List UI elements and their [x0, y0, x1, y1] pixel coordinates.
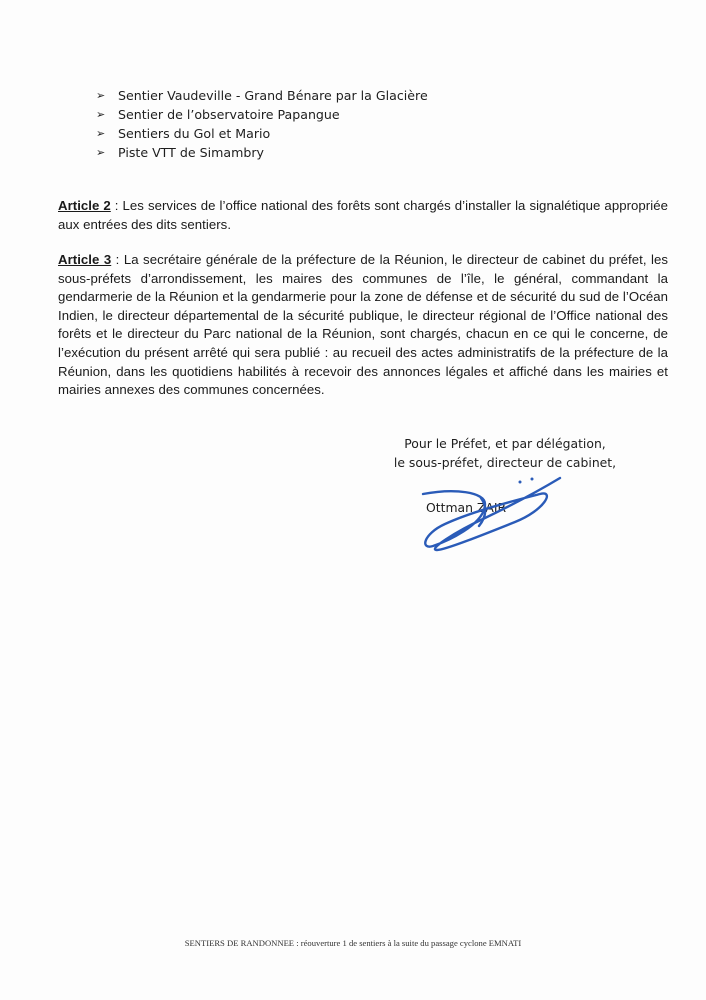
signature-dot — [531, 478, 534, 481]
arrow-bullet-icon: ➢ — [96, 108, 106, 121]
title-line: le sous-préfet, directeur de cabinet, — [393, 455, 617, 470]
article-2-paragraph — [58, 197, 668, 234]
signature-dot — [519, 481, 522, 484]
article-2-text: : Les services de l’office national des forêts sont chargés d’installer la signalétique appropriée aux entrées des dits sentiers. — [58, 198, 668, 232]
page-footer: SENTIERS DE RANDONNEE : réouverture 1 de sentiers à la suite du passage cyclone EMNATI — [184, 938, 522, 948]
trail-list — [96, 86, 428, 162]
arrow-bullet-icon: ➢ — [96, 127, 106, 140]
signature-block — [330, 434, 680, 472]
list-item: ➢ Piste VTT de Simambry — [96, 145, 264, 160]
delegation-line: Pour le Préfet, et par délégation, — [404, 436, 606, 451]
signer-name: Ottman ZAIR — [426, 500, 507, 515]
arrow-bullet-icon: ➢ — [96, 89, 106, 102]
list-item: ➢ Sentier Vaudeville - Grand Bénare par la Glacière — [96, 88, 428, 103]
article-3-heading: Article 3 — [58, 252, 112, 267]
list-item: ➢ Sentier de l’observatoire Papangue — [96, 107, 340, 122]
list-item: ➢ Sentiers du Gol et Mario — [96, 126, 271, 141]
handwritten-signature — [415, 470, 565, 560]
article-2-heading: Article 2 — [58, 198, 111, 213]
signature-stroke — [423, 478, 560, 550]
arrow-bullet-icon: ➢ — [96, 146, 106, 159]
article-3-paragraph — [58, 251, 668, 400]
article-3-text: : La secrétaire générale de la préfecture de la Réunion, le directeur de cabinet du préfet, les sous-préfets d’arrondissement, les maires des communes de l’île, le général, commandant la gendarmerie de la Réunion et la gendarmerie pour la zone de défense et de sécurité du sud de l’Océan Indien, le directeur départemental de la sécurité publique, le directeur régional de l’Office national des forêts et le directeur du Parc national de la Réunion, sont chargés, chacun en ce qui le concerne, de l’exécution du présent arrêté qui sera publié : au recueil des actes administratifs de la préfecture de la Réunion, dans les quotidiens habilités à recevoir des annonces légales et affiché dans les mairies et mairies annexes des communes concernées. — [58, 252, 668, 398]
